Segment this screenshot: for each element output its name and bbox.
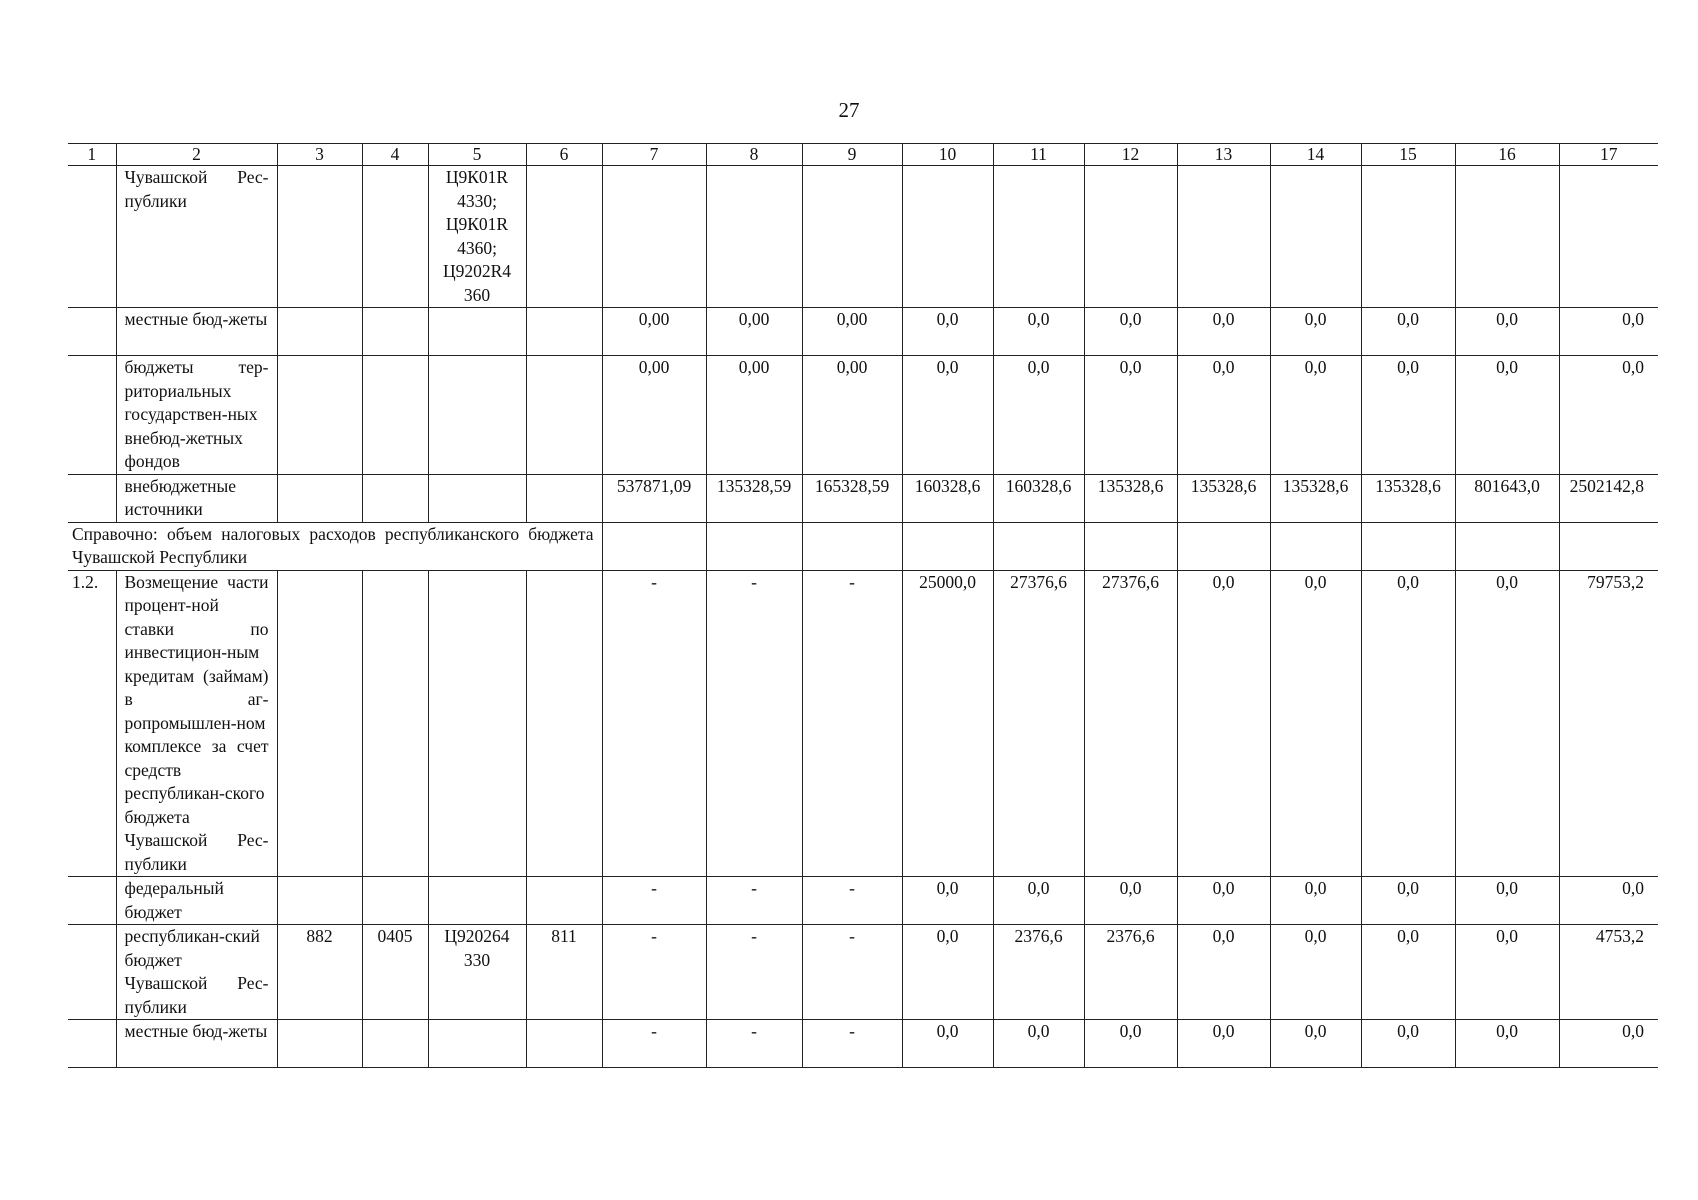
- value-cell: 0,0: [902, 1020, 993, 1068]
- value-cell: 79753,2: [1559, 570, 1658, 877]
- grbs-code: [277, 166, 362, 308]
- table-row: [68, 570, 1658, 877]
- value-cell: 0,0: [1361, 570, 1455, 877]
- value-cell: 0,0: [1559, 877, 1658, 925]
- table-row: [68, 1020, 1658, 1068]
- value-cell: -: [802, 1020, 902, 1068]
- section-code: [362, 570, 428, 877]
- value-cell: 0,0: [1270, 925, 1361, 1020]
- value-cell: 2502142,8: [1559, 474, 1658, 522]
- value-cell: 537871,09: [602, 474, 706, 522]
- value-cell: [602, 166, 706, 308]
- row-name: местные бюд-жеты: [116, 1020, 277, 1068]
- value-cell: [802, 166, 902, 308]
- value-cell: 135328,6: [1084, 474, 1177, 522]
- value-cell: 0,0: [1084, 877, 1177, 925]
- value-cell: 0,0: [1177, 877, 1270, 925]
- grbs-code: [277, 308, 362, 356]
- value-cell: -: [602, 877, 706, 925]
- empty-cell: [602, 522, 706, 570]
- value-cell: 0,00: [802, 356, 902, 475]
- target-article-code: [428, 308, 526, 356]
- grbs-code: 882: [277, 925, 362, 1020]
- value-cell: -: [802, 877, 902, 925]
- value-cell: 0,0: [1177, 570, 1270, 877]
- empty-cell: [706, 522, 802, 570]
- column-header-row: [68, 144, 1658, 166]
- row-name: республикан-ский бюджет Чувашской Рес-публики: [116, 925, 277, 1020]
- row-number: [68, 877, 116, 925]
- value-cell: -: [602, 925, 706, 1020]
- target-article-code: [428, 877, 526, 925]
- row-name: бюджеты тер-риториальных государствен-ных внебюд-жетных фондов: [116, 356, 277, 475]
- value-cell: 135328,59: [706, 474, 802, 522]
- value-cell: 0,0: [993, 308, 1084, 356]
- target-article-code: [428, 1020, 526, 1068]
- value-cell: 801643,0: [1455, 474, 1559, 522]
- value-cell: 27376,6: [1084, 570, 1177, 877]
- value-cell: 4753,2: [1559, 925, 1658, 1020]
- value-cell: -: [602, 1020, 706, 1068]
- row-number: [68, 356, 116, 475]
- empty-cell: [902, 522, 993, 570]
- reference-note-row: [68, 522, 1658, 570]
- value-cell: 0,0: [1455, 570, 1559, 877]
- target-article-code: [428, 570, 526, 877]
- value-cell: 2376,6: [1084, 925, 1177, 1020]
- target-article-code: Ц920264 330: [428, 925, 526, 1020]
- row-name: федеральный бюджет: [116, 877, 277, 925]
- value-cell: 0,0: [993, 877, 1084, 925]
- column-header: 9: [802, 144, 902, 166]
- target-article-code: Ц9К01R 4330; Ц9К01R 4360; Ц9202R4 360: [428, 166, 526, 308]
- grbs-code: [277, 877, 362, 925]
- value-cell: 0,0: [902, 925, 993, 1020]
- column-header: 7: [602, 144, 706, 166]
- value-cell: -: [706, 925, 802, 1020]
- expense-type-code: [526, 877, 602, 925]
- column-header: 5: [428, 144, 526, 166]
- expense-type-code: [526, 308, 602, 356]
- value-cell: 0,0: [1455, 308, 1559, 356]
- row-name: Возмещение части процент-ной ставки по инвестицион-ным кредитам (займам) в аг-ропромышлен-ном комплексе за счет средств республикан-ского бюджета Чувашской Рес-публики: [116, 570, 277, 877]
- empty-cell: [1559, 522, 1658, 570]
- empty-cell: [1455, 522, 1559, 570]
- value-cell: [1177, 166, 1270, 308]
- column-header: 16: [1455, 144, 1559, 166]
- empty-cell: [1270, 522, 1361, 570]
- expense-type-code: [526, 474, 602, 522]
- row-number: [68, 1020, 116, 1068]
- value-cell: 160328,6: [902, 474, 993, 522]
- grbs-code: [277, 356, 362, 475]
- section-code: [362, 166, 428, 308]
- row-number: [68, 308, 116, 356]
- empty-cell: [993, 522, 1084, 570]
- value-cell: 0,0: [993, 1020, 1084, 1068]
- value-cell: [1361, 166, 1455, 308]
- value-cell: 135328,6: [1361, 474, 1455, 522]
- value-cell: -: [706, 877, 802, 925]
- expense-type-code: [526, 166, 602, 308]
- value-cell: 0,0: [1455, 356, 1559, 475]
- column-header: 17: [1559, 144, 1658, 166]
- expense-type-code: 811: [526, 925, 602, 1020]
- value-cell: 0,0: [902, 877, 993, 925]
- table-row: [68, 308, 1658, 356]
- row-number: [68, 474, 116, 522]
- value-cell: 0,00: [706, 356, 802, 475]
- value-cell: 0,0: [1177, 308, 1270, 356]
- grbs-code: [277, 1020, 362, 1068]
- column-header: 6: [526, 144, 602, 166]
- column-header: 15: [1361, 144, 1455, 166]
- value-cell: 0,0: [1361, 356, 1455, 475]
- column-header: 3: [277, 144, 362, 166]
- value-cell: -: [802, 925, 902, 1020]
- column-header: 14: [1270, 144, 1361, 166]
- column-header: 2: [116, 144, 277, 166]
- column-header: 4: [362, 144, 428, 166]
- column-header: 10: [902, 144, 993, 166]
- table-row: [68, 474, 1658, 522]
- value-cell: -: [602, 570, 706, 877]
- value-cell: 0,0: [1270, 877, 1361, 925]
- row-name: местные бюд-жеты: [116, 308, 277, 356]
- value-cell: 0,0: [1270, 356, 1361, 475]
- value-cell: -: [802, 570, 902, 877]
- section-code: [362, 308, 428, 356]
- row-name: Чувашской Рес-публики: [116, 166, 277, 308]
- column-header: 11: [993, 144, 1084, 166]
- page-number: 27: [838, 98, 860, 122]
- value-cell: -: [706, 1020, 802, 1068]
- value-cell: 0,00: [602, 308, 706, 356]
- row-number: [68, 166, 116, 308]
- target-article-code: [428, 356, 526, 475]
- grbs-code: [277, 570, 362, 877]
- reference-note: Справочно: объем налоговых расходов республиканского бюджета Чувашской Республики: [68, 522, 602, 570]
- value-cell: 165328,59: [802, 474, 902, 522]
- column-header: 8: [706, 144, 802, 166]
- row-number: 1.2.: [68, 570, 116, 877]
- value-cell: 0,0: [993, 356, 1084, 475]
- empty-cell: [802, 522, 902, 570]
- value-cell: 0,0: [902, 308, 993, 356]
- value-cell: 0,0: [1270, 1020, 1361, 1068]
- expense-type-code: [526, 570, 602, 877]
- value-cell: 0,00: [706, 308, 802, 356]
- value-cell: 0,0: [1455, 1020, 1559, 1068]
- value-cell: 0,0: [1559, 1020, 1658, 1068]
- value-cell: -: [706, 570, 802, 877]
- value-cell: 0,0: [1084, 1020, 1177, 1068]
- value-cell: 135328,6: [1177, 474, 1270, 522]
- value-cell: 0,0: [1270, 570, 1361, 877]
- value-cell: 0,0: [1559, 356, 1658, 475]
- section-code: 0405: [362, 925, 428, 1020]
- empty-cell: [1361, 522, 1455, 570]
- value-cell: 0,0: [1084, 308, 1177, 356]
- value-cell: 0,00: [802, 308, 902, 356]
- value-cell: 2376,6: [993, 925, 1084, 1020]
- value-cell: 160328,6: [993, 474, 1084, 522]
- grbs-code: [277, 474, 362, 522]
- value-cell: 0,0: [1177, 1020, 1270, 1068]
- column-header: 12: [1084, 144, 1177, 166]
- value-cell: 0,0: [1559, 308, 1658, 356]
- value-cell: 0,0: [1361, 925, 1455, 1020]
- row-number: [68, 925, 116, 1020]
- value-cell: 0,0: [1455, 925, 1559, 1020]
- empty-cell: [1084, 522, 1177, 570]
- value-cell: [706, 166, 802, 308]
- value-cell: [1270, 166, 1361, 308]
- value-cell: [902, 166, 993, 308]
- value-cell: [993, 166, 1084, 308]
- target-article-code: [428, 474, 526, 522]
- value-cell: 0,0: [1361, 308, 1455, 356]
- value-cell: [1084, 166, 1177, 308]
- expense-type-code: [526, 356, 602, 475]
- value-cell: 0,0: [1177, 356, 1270, 475]
- value-cell: 0,0: [902, 356, 993, 475]
- table-row: [68, 166, 1658, 308]
- budget-table: [68, 143, 1658, 1068]
- value-cell: [1455, 166, 1559, 308]
- value-cell: 0,0: [1455, 877, 1559, 925]
- value-cell: 25000,0: [902, 570, 993, 877]
- value-cell: 27376,6: [993, 570, 1084, 877]
- column-header: 13: [1177, 144, 1270, 166]
- section-code: [362, 474, 428, 522]
- table-row: [68, 925, 1658, 1020]
- value-cell: 0,00: [602, 356, 706, 475]
- section-code: [362, 356, 428, 475]
- section-code: [362, 877, 428, 925]
- table-row: [68, 877, 1658, 925]
- value-cell: [1559, 166, 1658, 308]
- column-header: 1: [68, 144, 116, 166]
- value-cell: 0,0: [1361, 877, 1455, 925]
- section-code: [362, 1020, 428, 1068]
- value-cell: 0,0: [1270, 308, 1361, 356]
- value-cell: 135328,6: [1270, 474, 1361, 522]
- table-row: [68, 356, 1658, 475]
- value-cell: 0,0: [1084, 356, 1177, 475]
- value-cell: 0,0: [1361, 1020, 1455, 1068]
- value-cell: 0,0: [1177, 925, 1270, 1020]
- expense-type-code: [526, 1020, 602, 1068]
- empty-cell: [1177, 522, 1270, 570]
- row-name: внебюджетные источники: [116, 474, 277, 522]
